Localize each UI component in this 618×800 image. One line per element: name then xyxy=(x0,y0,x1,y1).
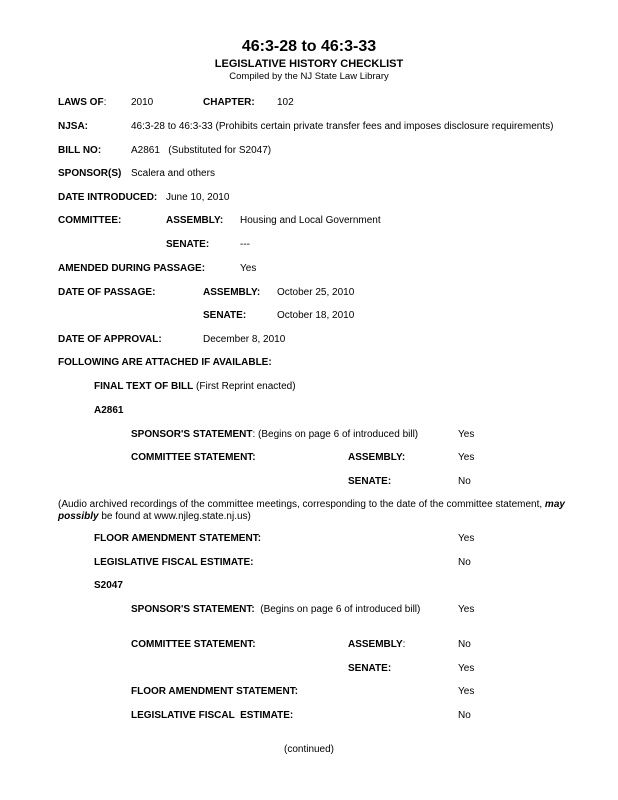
a2861-sponsor-statement: SPONSOR'S STATEMENT: (Begins on page 6 of introduced bill) xyxy=(131,429,419,440)
s2047-fiscal-estimate-value: No xyxy=(458,710,471,721)
s2047-senate-value: Yes xyxy=(458,663,475,674)
audio-note: (Audio archived recordings of the committee meetings, corresponding to the date of the committee statement, may possibly be found at www.njleg.state.nj.us) xyxy=(58,499,565,522)
s2047-fiscal-estimate-label: LEGISLATIVE FISCAL ESTIMATE: xyxy=(131,710,294,721)
s2047-sponsor-statement-value: Yes xyxy=(458,604,475,615)
date-of-approval-value: December 8, 2010 xyxy=(203,334,286,345)
fiscal-estimate-label: LEGISLATIVE FISCAL ESTIMATE: xyxy=(94,557,254,568)
a2861-assembly-label: ASSEMBLY: xyxy=(348,452,406,463)
attached-heading: FOLLOWING ARE ATTACHED IF AVAILABLE: xyxy=(58,357,272,368)
committee-senate-value: --- xyxy=(240,239,250,250)
committee-senate-label: SENATE: xyxy=(166,239,210,250)
s2047-committee-statement-label: COMMITTEE STATEMENT: xyxy=(131,639,256,650)
bill-no-value: A2861 (Substituted for S2047) xyxy=(131,145,272,156)
sponsors-label: SPONSOR(S) xyxy=(58,168,122,179)
s2047-assembly-label: ASSEMBLY: xyxy=(348,639,406,650)
a2861-assembly-value: Yes xyxy=(458,452,475,463)
chapter-value: 102 xyxy=(277,97,294,108)
sponsors-value: Scalera and others xyxy=(131,168,215,179)
final-text-line: FINAL TEXT OF BILL (First Reprint enacted) xyxy=(94,381,296,392)
date-of-approval-label: DATE OF APPROVAL: xyxy=(58,334,162,345)
date-of-passage-label: DATE OF PASSAGE: xyxy=(58,287,156,298)
floor-amendment-value: Yes xyxy=(458,533,475,544)
amended-label: AMENDED DURING PASSAGE: xyxy=(58,263,206,274)
date-introduced-label: DATE INTRODUCED: xyxy=(58,192,158,203)
njsa-value: 46:3-28 to 46:3-33 (Prohibits certain private transfer fees and imposes disclosure requirements) xyxy=(131,121,554,132)
floor-amendment-label: FLOOR AMENDMENT STATEMENT: xyxy=(94,533,262,544)
a2861-senate-label: SENATE: xyxy=(348,476,392,487)
chapter-label: CHAPTER: xyxy=(203,97,255,108)
page-subtitle: LEGISLATIVE HISTORY CHECKLIST xyxy=(214,58,404,70)
s2047-floor-amendment-value: Yes xyxy=(458,686,475,697)
passage-senate-label: SENATE: xyxy=(203,310,247,321)
s2047-senate-label: SENATE: xyxy=(348,663,392,674)
committee-assembly-value: Housing and Local Government xyxy=(240,215,381,226)
committee-label: COMMITTEE: xyxy=(58,215,122,226)
njsa-label: NJSA: xyxy=(58,121,89,132)
continued-footer: (continued) xyxy=(283,744,335,755)
a2861-senate-value: No xyxy=(458,476,471,487)
s2047-heading: S2047 xyxy=(94,580,123,591)
a2861-committee-statement-label: COMMITTEE STATEMENT: xyxy=(131,452,256,463)
fiscal-estimate-value: No xyxy=(458,557,471,568)
passage-senate-value: October 18, 2010 xyxy=(277,310,355,321)
compiled-by: Compiled by the NJ State Law Library xyxy=(229,71,389,82)
page-title: 46:3-28 to 46:3-33 xyxy=(241,38,377,55)
s2047-assembly-value: No xyxy=(458,639,471,650)
laws-of-value: 2010 xyxy=(131,97,154,108)
passage-assembly-value: October 25, 2010 xyxy=(277,287,355,298)
laws-of-label: LAWS OF: xyxy=(58,97,107,108)
s2047-sponsor-statement: SPONSOR'S STATEMENT: (Begins on page 6 of introduced bill) xyxy=(131,604,421,615)
a2861-heading: A2861 xyxy=(94,405,124,416)
passage-assembly-label: ASSEMBLY: xyxy=(203,287,261,298)
committee-assembly-label: ASSEMBLY: xyxy=(166,215,224,226)
s2047-floor-amendment-label: FLOOR AMENDMENT STATEMENT: xyxy=(131,686,299,697)
bill-no-label: BILL NO: xyxy=(58,145,102,156)
amended-value: Yes xyxy=(240,263,257,274)
date-introduced-value: June 10, 2010 xyxy=(166,192,230,203)
a2861-sponsor-statement-value: Yes xyxy=(458,429,475,440)
